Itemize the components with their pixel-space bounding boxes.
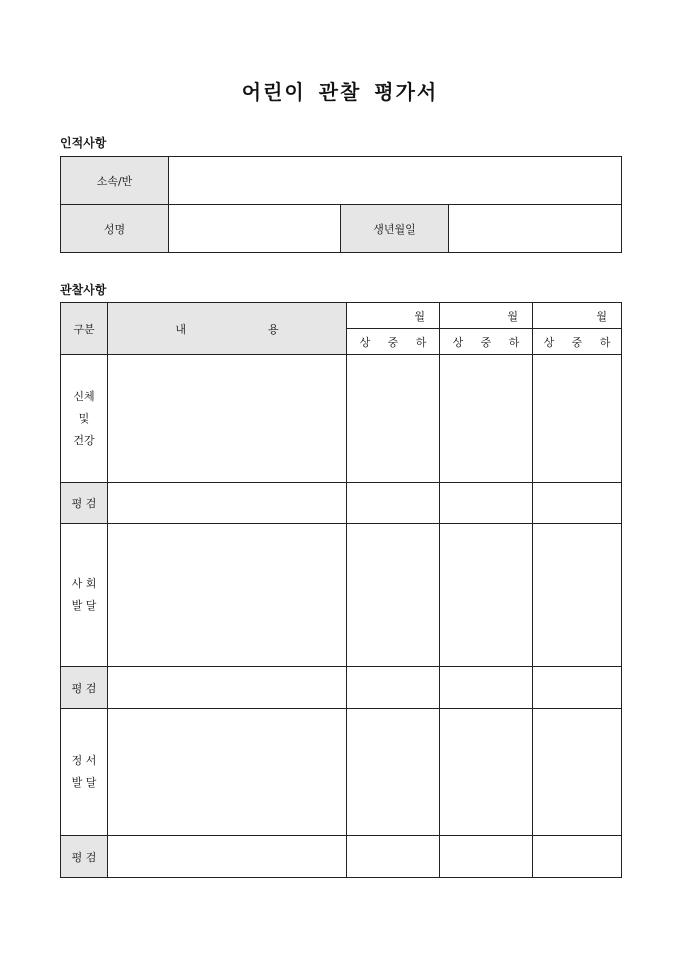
document-title: 어린이 관찰 평가서 [241, 80, 439, 104]
affiliation-field[interactable] [169, 157, 622, 205]
emotional-month2-cell[interactable] [440, 709, 533, 836]
physical-review-month3[interactable] [533, 483, 622, 524]
physical-review-month2[interactable] [440, 483, 533, 524]
birthdate-field[interactable] [449, 205, 622, 253]
physical-month3-cell[interactable] [533, 355, 622, 483]
social-month1-cell[interactable] [347, 524, 440, 667]
content-header-left: 내 [175, 322, 186, 336]
name-field[interactable] [169, 205, 341, 253]
social-month3-cell[interactable] [533, 524, 622, 667]
social-review-month3[interactable] [533, 667, 622, 709]
emotional-review-month2[interactable] [440, 836, 533, 878]
category-social: 사 회 발 달 [61, 524, 108, 667]
physical-review-cell[interactable] [108, 483, 347, 524]
physical-month2-cell[interactable] [440, 355, 533, 483]
content-header-right: 용 [268, 322, 279, 336]
physical-month1-cell[interactable] [347, 355, 440, 483]
emotional-review-cell[interactable] [108, 836, 347, 878]
physical-content-cell[interactable] [108, 355, 347, 483]
month-header-2: 월 [440, 303, 533, 329]
observation-table [60, 302, 622, 878]
emotional-content-cell[interactable] [108, 709, 347, 836]
category-header: 구분 [61, 303, 108, 355]
review-label-social: 평 검 [61, 667, 108, 709]
social-review-month1[interactable] [347, 667, 440, 709]
emotional-review-month3[interactable] [533, 836, 622, 878]
personal-info-table [60, 156, 622, 253]
month-header-1: 월 [347, 303, 440, 329]
social-review-cell[interactable] [108, 667, 347, 709]
social-month2-cell[interactable] [440, 524, 533, 667]
observation-heading: 관찰사항 [60, 283, 107, 297]
name-label: 성명 [61, 205, 169, 253]
grade-header-1: 상 중 하 [347, 329, 440, 355]
social-review-month2[interactable] [440, 667, 533, 709]
physical-review-month1[interactable] [347, 483, 440, 524]
emotional-month3-cell[interactable] [533, 709, 622, 836]
category-physical: 신체 및 건강 [61, 355, 108, 483]
social-content-cell[interactable] [108, 524, 347, 667]
month-header-3: 월 [533, 303, 622, 329]
personal-info-heading: 인적사항 [60, 136, 107, 150]
affiliation-label: 소속/반 [61, 157, 169, 205]
review-label-emotional: 평 검 [61, 836, 108, 878]
grade-header-2: 상 중 하 [440, 329, 533, 355]
birthdate-label: 생년월일 [341, 205, 449, 253]
emotional-month1-cell[interactable] [347, 709, 440, 836]
grade-header-3: 상 중 하 [533, 329, 622, 355]
review-label-physical: 평 검 [61, 483, 108, 524]
emotional-review-month1[interactable] [347, 836, 440, 878]
content-header [108, 303, 347, 355]
category-emotional: 정 서 발 달 [61, 709, 108, 836]
